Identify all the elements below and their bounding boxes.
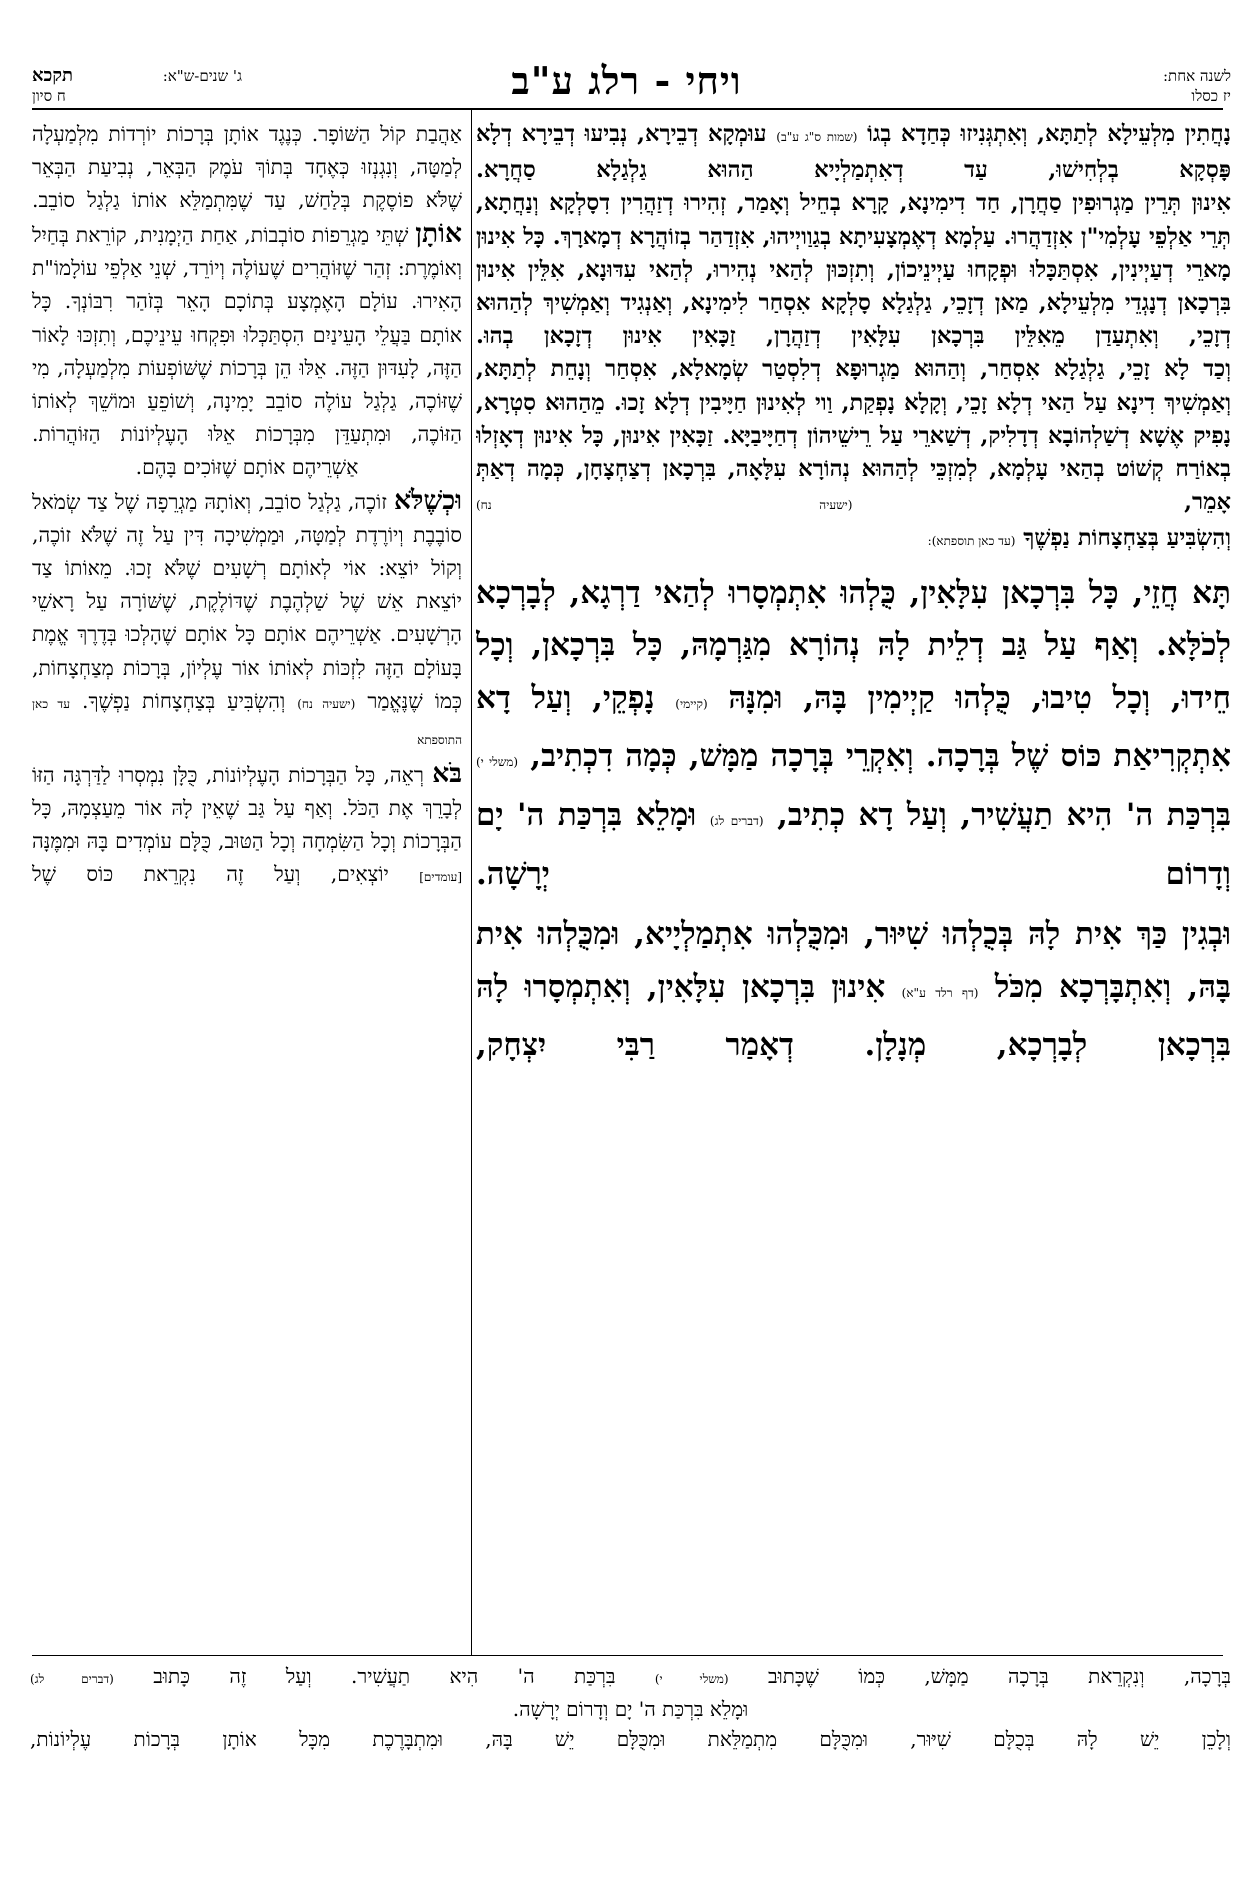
header-divider — [32, 108, 1223, 110]
header-right-line2: יז כסלו — [1191, 87, 1231, 105]
paragraph-lead-word: אוֹתָן — [415, 218, 462, 250]
source-citation: (דברים לג) — [30, 1672, 114, 1686]
hebrew-paragraph-5: בֹּא רְאֵה, כָּל הַבְּרָכוֹת הָעֶלְיוֹנוֹת, כֻּלָּן נִמְסְרוּ לַדַּרְגָּה הַזּוֹ לְבָרֵךְ אֶת הַכֹּל. וְאַף עַל גַּב שֶׁאֵין לָהּ אוֹר מֵעַצְמָהּ, כָּל הַבְּרָכוֹת וְכָל הַשִּׂמְחָה וְכָל הַטּוּב, כֻּלָּם עוֹמְדִים בָּהּ וּמִמֶּנָּה [עומדים] יוֹצְאִים, וְעַל זֶה נִקְרֵאת כּוֹס שֶׁל — [32, 757, 462, 887]
page-folio-number: תקכא — [32, 65, 73, 86]
aramaic-paragraph-3: וְכַד לָא זָכֵי, גַלְגַלָא אִסְחַר, וְהַהוּא מַגְרוּפָא דְלִסְטַר שְׂמָאלָא, אִסְחַר וְנָחֵת לְתַתָּא, וְאַמְשִׁיךְ דִינָא עַל הַאי דְלָא זָכֵי, וְקָלָא נָפְקַת, וַוי לְאִינוּן חַיָּיבִין דְלָא זָכוּ. מֵהַהוּא סִטְרָא, נָפִיק אֶשָׁא דְשַׁלְהוֹבָא דְדָלִיק, דְשַׁארֵי עַל רֵישֵׁיהוֹן דְחַיָּיבַיָּא. זַכָּאִין אִינוּן, כָּל אִינוּן דְאָזְלוּ בְאוֹרַח קְשׁוֹט בְהַאי עָלְמָא, לְמִזְכֵּי לְהַהוּא נְהוֹרָא עִלָּאָה, בִּרְכָאן דְצַחְצָחָן, כְּמָה דְאַתְּ אָמֵר, (ישעיה נח) — [476, 356, 1231, 516]
aramaic-paragraph-4: תָּא חֲזֵי, כָּל בִּרְכָאן עִלָּאִין, כֻּלְהוּ אִתְמְסָרוּ לְהַאי דַרְגָא, לְבָרְכָא לְכֹלָּא. וְאַף עַל גַּב דְלֵית לָהּ נְהוֹרָא מִגַּרְמָהּ, כָּל בִּרְכָאן, וְכָל חֵידוּ, וְכָל טִיבוּ, כֻּלְהוּ קַיְימִין בָּהּ, וּמִנָּהּ (קיימי) נָפְקֵי, וְעַל דָא אִתְקְרִיאַת כּוֹס שֶׁל בְּרָכָה. וְאִקְרֵי בְּרָכָה מַמָּשׁ, כְּמָה דִכְתִיב, (משלי י) בִּרְכַּת ה' הִיא תַעֲשִׁיר, וְעַל דָא כְתִיב, (דברים לג) וּמָלֵא בִּרְכַּת ה' יָם וְדָרוֹם יְרָשָׁה. — [476, 574, 1231, 892]
paragraph-lead-word: בֹּא — [432, 757, 462, 789]
source-citation: (עד כאן תוספתא): — [927, 534, 1016, 549]
source-citation: עד כאן התוספתא — [32, 696, 462, 747]
footer-line-2: וּמָלֵא בִּרְכַּת ה' יָם וְדָרוֹם יְרָשָׁה. — [512, 1697, 749, 1721]
source-citation: (ישעיה נח) — [476, 498, 853, 513]
source-citation: (דף רלד ע"א) — [901, 985, 979, 1000]
hebrew-paragraph-1: אַהֲבַת קוֹל הַשּׁוֹפָר. כְּנֶגֶד אוֹתָן בְּרָכוֹת יוֹרְדוֹת מִלְמַעְלָה לְמַטָּה, וְנִגְנְזוּ כְּאֶחָד בְּתוֹךְ עֹמֶק הַבְּאֵר, נְבִיעַת הַבְּאֵר שֶׁלֹּא פוֹסֶקֶת בְּלַחַשׁ, עַד שֶׁמִּתְמַלֵּא אוֹתוֹ גַלְגַל סוֹבֵב. — [32, 122, 462, 213]
column-divider — [471, 110, 472, 1655]
header-one-year-schedule — [1051, 66, 1231, 106]
aramaic-paragraph-2: אִינוּן תְּרֵין מַגְרוּפִין סַחֲרָן, חַד דִימִינָא, קָרָא בְחֵיל וְאָמַר, זְהִירוּ דְזַהֲרִין דִסָלְקָא וְנַחֲתָא, תְּרֵי אַלְפֵי עָלְמִי"ן אִזְדַהֲרוּ. עַלְמָא דְאֶמְצָעִיתָא בְגַוַויְיהוּ, אִזְדַהַר בְזוֹהֲרָא דְמָארָךְ. כָּל אִינוּן מָארֵי דְעַיְינִין, אִסְתַּכָּלוּ וּפְקָחוּ עַיְינֵיכוֹן, וְתִזְכּוּן לְהַאי נְהִירוּ, לְהַאי עִדּוּנָא, אִלֵּין אִינוּן בִּרְכָאן דְנָגְדֵי מִלְעֵילָא, מַאן דְזָכֵי, גַלְגַלָא סָלְקָא אִסְחַר לִימִינָא, וְאַנְגִיד וְאַמְשִׁיךְ לְהַהוּא דְזָכֵי, וְאִתְעַדַן מֵאִלֵּין בִּרְכָאן עִלָּאִין דְזַהֲרָן, זַכָּאִין אִינוּן דְזָכָאן בְהוּ. — [476, 190, 1231, 350]
source-citation: (קיימי) — [675, 696, 708, 711]
source-citation: (משלי י) — [476, 755, 519, 770]
source-citation: (ישעיה נח) — [297, 696, 356, 711]
header-left-line2: ח סיון — [32, 87, 66, 105]
footer-line-1: בְּרָכָה, וְנִקְרֵאת בְּרָכָה מַמָּשׁ, כְּמוֹ שֶׁכָּתוּב (משלי י) בִּרְכַּת ה' הִיא תַעֲשִׁיר. וְעַל זֶה כָּתוּב (דברים לג) — [30, 1664, 1231, 1688]
source-citation: [עומדים] — [419, 870, 462, 885]
header-right-line1: לשנה אחת: — [1163, 67, 1231, 85]
source-citation: (שמות ס"ג ע"ב) — [776, 130, 858, 144]
aramaic-paragraph-3-end: וְהִשְׂבִּיעַ בְּצַחְצָחוֹת נַפְשֶׁךָ (עד כאן תוספתא): — [927, 525, 1231, 552]
header-left-line1: ג' שנים-ש"א: — [162, 67, 242, 85]
aramaic-paragraph-1: נָחֲתִין מִלְעֵילָא לְתַתָּא, וְאִתְגְּנִיזוּ כְּחַדָא בְגוֹ (שמות ס"ג ע"ב) עוּמְקָא דְבֵירָא, נְבִיעוּ דְבֵירָא דְלָא פָּסְקָא בְלְחִישׁוּ, עַד דְאִתְמַלְיָיא הַהוּא גַלְגַלָא סַחֲרָא. — [476, 121, 1231, 184]
paragraph-lead-word: וּכְשֶׁלֹּא — [394, 485, 462, 517]
footer-continuation — [30, 1661, 1231, 1754]
source-citation: (דברים לג) — [709, 814, 764, 829]
source-citation: (משלי י) — [654, 1672, 729, 1686]
hebrew-translation-column — [32, 118, 462, 1648]
hebrew-paragraph-3: אַשְׁרֵיהֶם אוֹתָם שֶׁזּוֹכִים בָּהֶם. — [135, 454, 359, 479]
hebrew-paragraph-4: וּכְשֶׁלֹּא זוֹכֶה, גַלְגַל סוֹבֵב, וְאוֹתָהּ מַגְרֵפָה שֶׁל צַד שְׂמֹאל סוֹבֶבֶת וְיוֹרֶדֶת לְמַטָּה, וּמַמְשִׁיכָה דִּין עַל זֶה שֶׁלֹּא זוֹכֶה, וְקוֹל יוֹצֵא: אוֹי לְאוֹתָם רְשָׁעִים שֶׁלֹּא זָכוּ. מֵאוֹתוֹ צַד יוֹצֵאת אֵשׁ שֶׁל שַׁלְהֶבֶת שֶׁדּוֹלֶקֶת, שֶׁשּׁוֹרָה עַל רָאשֵׁי הָרְשָׁעִים. אַשְׁרֵיהֶם אוֹתָם כָּל אוֹתָם שֶׁהָלְכוּ בְּדֶרֶךְ אֱמֶת בָּעוֹלָם הַזֶּה לִזְכּוֹת לְאוֹתוֹ אוֹר עֶלְיוֹן, בְּרָכוֹת מְצַחְצָחוֹת, כְּמוֹ שֶׁנֶּאֱמַר (ישעיה נח) וְהִשְׂבִּיעַ בְּצַחְצָחוֹת נַפְשֶׁךָ. עד כאן התוספתא — [32, 485, 462, 747]
hebrew-paragraph-2: אוֹתָן שְׁתֵּי מַגְרֵפוֹת סוֹבְבוֹת, אַחַת הַיְמָנִית, קוֹרֵאת בְּחַיִל וְאוֹמֶרֶת: זְהַר שֶׁזּוֹהֲרִים שֶׁעוֹלֶה וְיוֹרֵד, שְׁנֵי אַלְפֵי עוֹלָמוֹ"ת הָאִירוּ. עוֹלָם הָאֶמְצָע בְּתוֹכָם הָאֵר בְּזֹהַר רִבּוֹנְךָ. כָּל אוֹתָם בַּעֲלֵי הָעֵינַיִם הִסְתַּכְּלוּ וּפִקְחוּ עֵינֵיכֶם, וְתִזְכּוּ לָאוֹר הַזֶּה, לָעִדּוּן הַזֶּה. אֵלּוּ הֵן בְּרָכוֹת שֶׁשּׁוֹפְעוֹת מִלְמַעְלָה, מִי שֶׁזּוֹכֶה, גַלְגַל עוֹלֶה סוֹבֵב יָמִינָה, וְשׁוֹפֵעַ וּמוֹשֵׁךְ לְאוֹתוֹ הַזּוֹכֶה, וּמִתְעַדֵּן מִבְּרָכוֹת אֵלּוּ הָעֶלְיוֹנוֹת הַזּוֹהֲרוֹת. — [32, 218, 462, 446]
aramaic-text-column — [476, 118, 1231, 1648]
footer-line-3: וְלָכֵן יֵשׁ לָהּ בְּכֻלָּם שִׁיּוּר, וּמִכֻּלָּם מִתְמַלֵּאת וּמִכֻּלָּם יֵשׁ בָּהּ, וּמִתְבָּרֶכֶת מִכָּל אוֹתָן בְּרָכוֹת עֶלְיוֹנוֹת, — [30, 1727, 1231, 1751]
footer-divider — [32, 1655, 1223, 1656]
page-title: ויחי - רלג ע"ב — [511, 58, 742, 103]
aramaic-paragraph-5: וּבְגִין כַּךְ אִית לָהּ בְּכֻלְהוּ שִׁיּוּר, וּמִכֻּלְהוּ אִתְמַלְיָיא, וּמִכֻּלְהוּ אִית בָּהּ, וְאִתְבָּרְכָא מִכֹּל (דף רלד ע"א) אִינוּן בִּרְכָאן עִלָּאִין, וְאִתְמְסָרוּ לָהּ בִּרְכָאן לְבָרְכָא, מְנָלָן. דְאָמַר רַבִּי יִצְחָק, — [476, 916, 1231, 1064]
header-three-year-schedule — [32, 66, 242, 106]
